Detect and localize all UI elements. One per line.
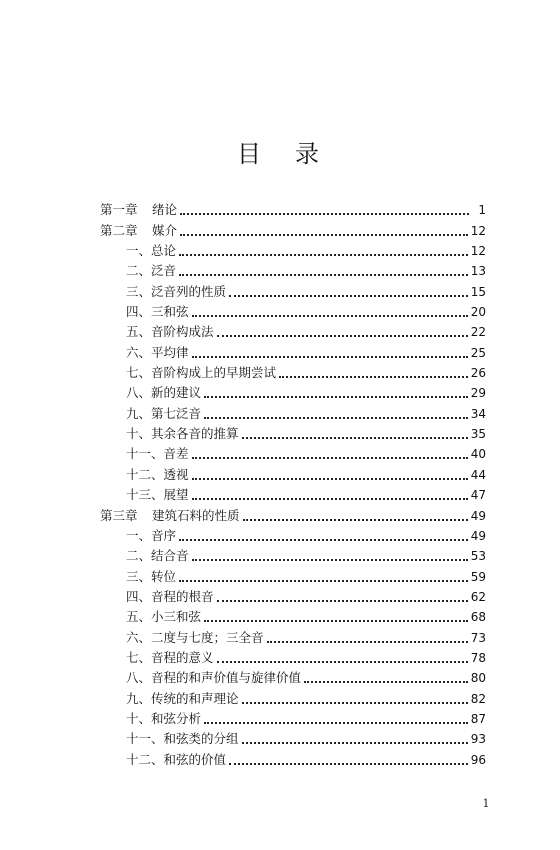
- toc-entry-label: 七、音阶构成上的早期尝试: [126, 365, 277, 381]
- toc-section-entry[interactable]: [100, 340, 486, 360]
- toc-section-entry[interactable]: [100, 381, 486, 401]
- toc-entry-label: 十三、展望: [126, 487, 189, 503]
- dot-leader: [217, 332, 468, 337]
- toc-entry-label: 五、音阶构成法: [126, 324, 214, 340]
- chapter-title: 建筑石料的性质: [152, 507, 240, 523]
- toc-section-entry[interactable]: [100, 727, 486, 747]
- dot-leader: [192, 475, 468, 480]
- toc-entry-label: 六、二度与七度；三全音: [126, 629, 264, 645]
- dot-leader: [279, 373, 468, 378]
- toc-page-number: 26: [470, 366, 486, 381]
- toc-page-number: 87: [470, 711, 486, 726]
- toc-section-entry[interactable]: [100, 585, 486, 605]
- toc-section-entry[interactable]: [100, 442, 486, 462]
- toc-page-number: 12: [470, 223, 486, 238]
- toc-page-number: 25: [470, 345, 486, 360]
- toc-entry-label: 十一、和弦类的分组: [126, 731, 239, 747]
- dot-leader: [192, 556, 468, 561]
- toc-entry-label: 一、音序: [126, 527, 177, 543]
- toc-page-number: 96: [470, 752, 486, 767]
- dot-leader: [243, 516, 468, 521]
- toc-entry-label: 九、传统的和声理论: [126, 690, 239, 706]
- toc-page-number: 53: [470, 549, 486, 564]
- toc-page-number: 29: [470, 386, 486, 401]
- toc-entry-label: 九、第七泛音: [126, 405, 202, 421]
- toc-entry-label: 十二、和弦的价值: [126, 751, 227, 767]
- toc-entry-label: 八、新的建议: [126, 385, 202, 401]
- toc-entry-label: 十二、透视: [126, 466, 189, 482]
- toc-section-entry[interactable]: [100, 625, 486, 645]
- toc-page-number: 47: [470, 488, 486, 503]
- dot-leader: [180, 231, 468, 236]
- dot-leader: [204, 414, 468, 419]
- toc-section-entry[interactable]: [100, 747, 486, 767]
- dot-leader: [179, 251, 468, 256]
- dot-leader: [229, 292, 468, 297]
- toc-page-number: 1: [478, 203, 486, 218]
- dot-leader: [304, 678, 468, 683]
- toc-page-number: 49: [470, 508, 486, 523]
- toc-entry-label: 五、小三和弦: [126, 609, 202, 625]
- dot-leader: [192, 454, 468, 459]
- toc-page-number: 78: [470, 650, 486, 665]
- toc-section-entry[interactable]: [100, 422, 486, 442]
- dot-leader: [204, 393, 468, 398]
- dot-leader: [217, 658, 468, 663]
- toc-section-entry[interactable]: [100, 279, 486, 299]
- dot-leader: [204, 719, 468, 724]
- toc-section-entry[interactable]: [100, 239, 486, 259]
- toc-page-number: 68: [470, 610, 486, 625]
- chapter-number: 第二章: [100, 222, 138, 238]
- toc-section-entry[interactable]: [100, 686, 486, 706]
- toc-page-number: 40: [470, 447, 486, 462]
- toc-chapter-entry[interactable]: [100, 503, 486, 523]
- toc-entry-label: [100, 508, 240, 524]
- toc-page-number: 22: [470, 325, 486, 340]
- toc-page-number: 15: [470, 284, 486, 299]
- toc-entry-label: 四、音程的根音: [126, 588, 214, 604]
- toc-page-number: 80: [470, 671, 486, 686]
- toc-section-entry[interactable]: [100, 666, 486, 686]
- toc-section-entry[interactable]: [100, 524, 486, 544]
- toc-page-number: 82: [470, 691, 486, 706]
- toc-entry-label: 十、和弦分析: [126, 710, 202, 726]
- toc-page-number: 12: [470, 244, 486, 259]
- toc-section-entry[interactable]: [100, 401, 486, 421]
- toc-chapter-entry[interactable]: [100, 198, 486, 218]
- toc-section-entry[interactable]: [100, 259, 486, 279]
- dot-leader: [192, 495, 468, 500]
- dot-leader: [242, 739, 468, 744]
- toc-section-entry[interactable]: [100, 320, 486, 340]
- dot-leader: [242, 699, 468, 704]
- toc-page-number: 73: [470, 630, 486, 645]
- dot-leader: [192, 312, 468, 317]
- toc-entry-label: 六、平均律: [126, 344, 189, 360]
- toc-entry-label: 七、音程的意义: [126, 649, 214, 665]
- dot-leader: [217, 597, 468, 602]
- toc-page-number: 93: [470, 732, 486, 747]
- toc-entry-label: 四、三和弦: [126, 304, 189, 320]
- toc-page-number: 13: [470, 264, 486, 279]
- toc-section-entry[interactable]: [100, 646, 486, 666]
- toc-page-number: 62: [470, 589, 486, 604]
- toc-entry-label: [100, 223, 177, 239]
- toc-page-number: 35: [470, 427, 486, 442]
- toc-section-entry[interactable]: [100, 707, 486, 727]
- dot-leader: [229, 760, 468, 765]
- dot-leader: [242, 434, 468, 439]
- toc-page-number: 44: [470, 467, 486, 482]
- toc-entry-label: 一、总论: [126, 243, 177, 259]
- toc-entry-label: 八、音程的和声价值与旋律价值: [126, 670, 302, 686]
- dot-leader: [180, 210, 469, 215]
- dot-leader: [192, 353, 468, 358]
- toc-chapter-entry[interactable]: [100, 218, 486, 238]
- toc-entry-label: 三、转位: [126, 568, 177, 584]
- toc-page-number: 20: [470, 305, 486, 320]
- toc-page-number: 49: [470, 528, 486, 543]
- chapter-number: 第三章: [100, 507, 138, 523]
- toc-entry-label: 十、其余各音的推算: [126, 426, 239, 442]
- toc-section-entry[interactable]: [100, 544, 486, 564]
- dot-leader: [179, 271, 468, 276]
- toc-section-entry[interactable]: [100, 462, 486, 482]
- toc-entry-label: [100, 202, 177, 218]
- dot-leader: [204, 617, 468, 622]
- dot-leader: [179, 536, 468, 541]
- chapter-title: 媒介: [152, 222, 178, 238]
- page-number: 1: [482, 797, 490, 810]
- toc-entry-label: 三、泛音列的性质: [126, 283, 227, 299]
- toc-section-entry[interactable]: [100, 361, 486, 381]
- toc-entry-label: 二、泛音: [126, 263, 177, 279]
- toc-section-entry[interactable]: [100, 605, 486, 625]
- toc-entry-label: 十一、音差: [126, 446, 189, 462]
- toc-section-entry[interactable]: [100, 564, 486, 584]
- chapter-title: 绪论: [152, 202, 178, 218]
- toc-page-number: 34: [470, 406, 486, 421]
- toc-page-number: 59: [470, 569, 486, 584]
- dot-leader: [267, 638, 468, 643]
- dot-leader: [179, 577, 468, 582]
- toc-section-entry[interactable]: [100, 300, 486, 320]
- toc-entry-label: 二、结合音: [126, 548, 189, 564]
- page-title: 目录: [237, 140, 353, 168]
- table-of-contents: [100, 198, 486, 768]
- chapter-number: 第一章: [100, 202, 138, 218]
- toc-section-entry[interactable]: [100, 483, 486, 503]
